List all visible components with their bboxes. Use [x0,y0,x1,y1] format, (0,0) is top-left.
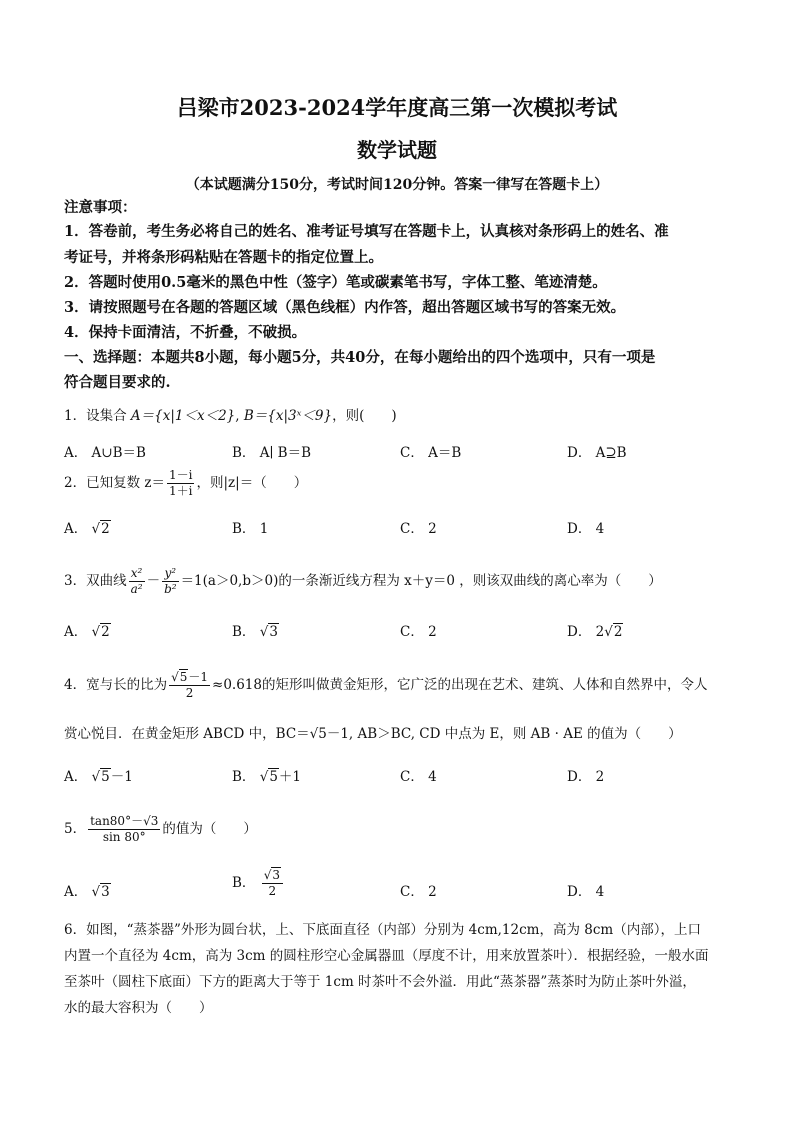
question-1: 1．设集合 A＝{x|1＜x＜2}, B＝{x|3ˣ＜9}，则( ) [64,408,397,424]
q2-option-c: C． 2 [400,521,437,537]
set-a: A＝{x|1＜x＜2} [130,408,236,424]
q2-option-b: B． 1 [232,521,269,537]
question-6-line-3: 至茶叶（圆柱下底面）下方的距离大于等于 1cm 时茶叶不会外溢．用此“蒸茶器”蒸茶时为防止茶叶外溢， [64,974,696,990]
q3-option-c: C． 2 [400,624,437,640]
q4-option-d: D． 2 [567,769,605,785]
q2-fraction: $\frac{1-i}{1+i}$ [169,468,193,498]
set-b: B＝{x|3ˣ＜9} [243,408,333,424]
q3-option-a: A． √2 [64,624,110,640]
section-heading: 一、选择题：本题共8小题，每小题5分，共40分，在每小题给出的四个选项中，只有一项是 [64,349,656,366]
q4-option-b: B． √5＋1 [232,769,302,785]
notice-heading: 注意事项： [64,199,137,216]
notice-item-2: 2．答题时使用0.5毫米的黑色中性（签字）笔或碳素笔书写，字体工整、笔迹清楚。 [64,274,607,291]
q3-frac-x: $\frac{\text{x²}}{\text{a²}}$ [130,566,143,596]
q1-option-b: B． A∣ B＝B [232,445,312,461]
exam-note: （本试题满分150分，考试时间120分钟。答案一律写在答题卡上） [185,177,609,193]
notice-item-1: 1．答卷前，考生务必将自己的姓名、准考证号填写在答题卡上，认真核对条形码上的姓名、准 [64,223,669,240]
q4-option-c: C． 4 [400,769,437,785]
question-4-cont: 赏心悦目．在黄金矩形 ABCD 中，BC＝√5－1, AB＞BC, CD 中点为 E，则 AB · AE 的值为（ ） [64,726,682,742]
q3-option-d: D． 2√2 [567,624,623,640]
q1-option-a: A． A∪B＝B [64,445,146,461]
q1-option-c: C． A＝B [400,445,462,461]
question-6-line-1: 6．如图，“蒸茶器”外形为圆台状，上、下底面直径（内部）分别为 4cm,12cm，高为 8cm（内部），上口 [64,922,701,938]
q5-option-b: B． $\frac{√3}{2}$ [232,868,285,899]
q3-frac-y: $\frac{\text{y²}}{\text{b²}}$ [164,566,177,596]
question-2: 2．已知复数 z＝ $\frac{1-i}{1+i}$ ，则|z|＝（ ） [64,468,308,498]
q5-option-c: C． 2 [400,884,437,900]
q2-option-a: A． √2 [64,521,110,537]
question-6-line-2: 内置一个直径为 4cm，高为 3cm 的圆柱形空心金属器皿（厚度不计，用来放置茶叶）．根据经验，一般水面 [64,948,709,964]
question-5: 5． $\frac{\tan 80^\circ-√3}{\sin 80^\circ}$ 的值为（ ） [64,814,257,844]
q5-fraction: $\frac{\tan 80^\circ-√3}{\sin 80^\circ}$ [90,814,159,844]
q4-fraction: $\frac{√5-1}{2}$ [171,670,209,700]
exam-title: 吕梁市2023-2024学年度高三第一次模拟考试 [176,95,618,120]
q5-option-a: A． √3 [64,884,110,900]
q4-option-a: A． √5－1 [64,769,133,785]
notice-item-3: 3．请按照题号在各题的答题区域（黑色线框）内作答，超出答题区域书写的答案无效。 [64,299,626,316]
q3-option-b: B． √3 [232,624,278,640]
q5-option-d: D． 4 [567,884,605,900]
section-heading-cont: 符合题目要求的. [64,374,171,391]
q2-option-d: D． 4 [567,521,605,537]
notice-item-4: 4．保持卡面清洁，不折叠，不破损。 [64,324,307,341]
notice-item-1-cont: 考证号，并将条形码粘贴在答题卡的指定位置上。 [64,249,383,266]
question-3: 3．双曲线 $\frac{\text{x²}}{\text{a²}}$ － $\frac{\text{y²}}{\text{b²}}$ ＝1(a＞0,b＞0)的一条渐近线方程为 x＋y＝0 ，则该双曲线的离心率为（ ） [64,566,662,596]
q1-option-d: D． A⊇B [567,445,627,461]
question-4: 4．宽与长的比为 $\frac{√5-1}{2}$ ≈0.618的矩形叫做黄金矩形，它广泛的出现在艺术、建筑、人体和自然界中，令人 [64,670,708,700]
question-6-line-4: 水的最大容积为（ ） [64,1000,213,1016]
subject-title: 数学试题 [357,138,437,162]
